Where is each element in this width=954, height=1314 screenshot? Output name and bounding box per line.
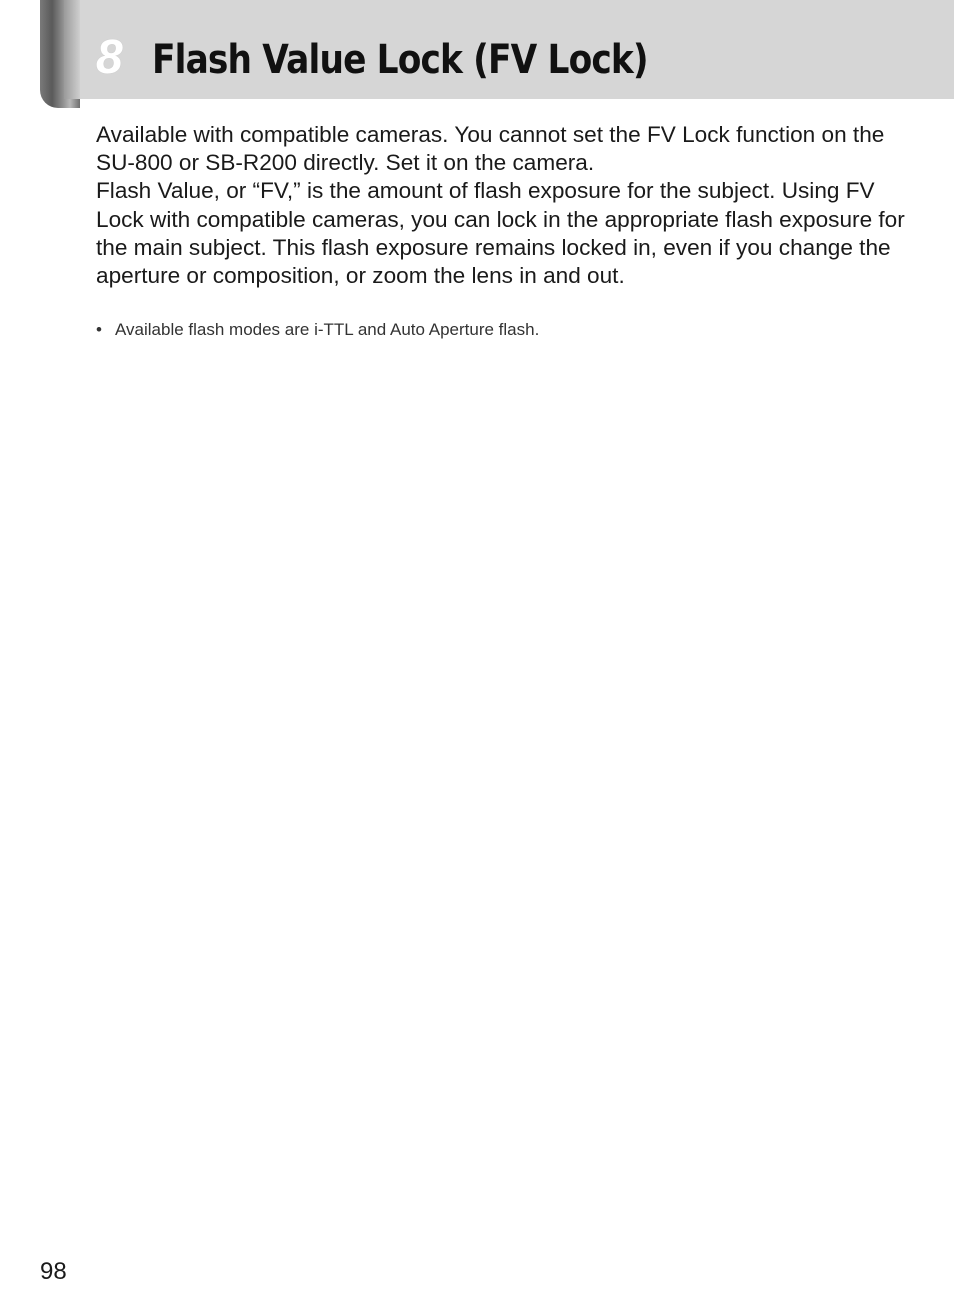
section-number: 8 (96, 31, 123, 84)
page-title: Flash Value Lock (FV Lock) (152, 37, 648, 83)
description-paragraph: Flash Value, or “FV,” is the amount of flash exposure for the subject. Using FV Lock with compatible cameras, you can lock in the appropriate flash exposure for the main subject. This flash exposure remains locked in, even if you change the aperture or composition, or zoom the lens in and out. (96, 178, 905, 289)
note-text: Available flash modes are i-TTL and Auto Aperture flash. (115, 320, 540, 339)
list-item (96, 319, 539, 341)
intro-paragraph: Available with compatible cameras. You cannot set the FV Lock function on the SU-800 or SB-R200 directly. Set it on the camera. (96, 122, 885, 176)
section-tab-highlight (64, 0, 80, 99)
body-text (96, 121, 916, 290)
page-number: 98 (40, 1258, 67, 1285)
notes-list (96, 319, 539, 341)
bullet-icon: • (96, 320, 102, 339)
